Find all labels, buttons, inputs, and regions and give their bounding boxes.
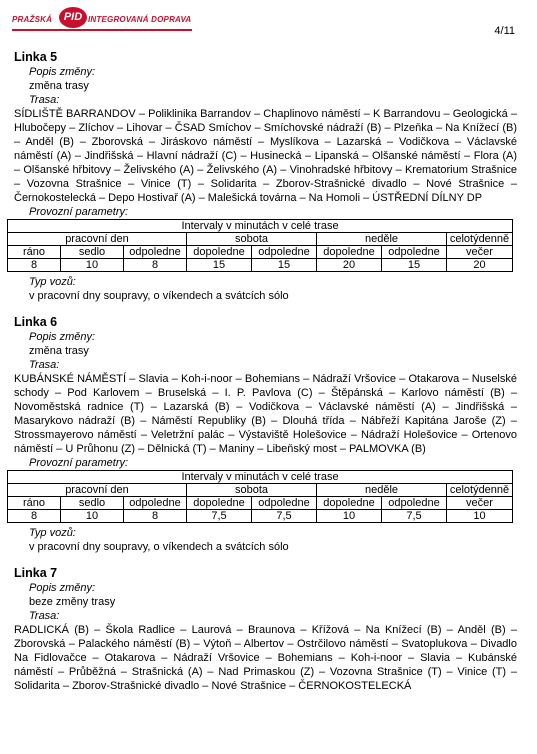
change-label: Popis změny: (29, 331, 96, 343)
change-value: změna trasy (29, 345, 89, 357)
vehicle-label: Typ vozů: (29, 276, 76, 288)
table-caption: Intervaly v minutách v celé trase (8, 220, 513, 233)
line-section-7 (14, 566, 517, 693)
route-text: RADLICKÁ (B) – Škola Radlice – Laurová – Braunova – Křížová – Na Knížecí (B) – Anděl (B) – Zborovská – Palackého náměstí (B) – Výtoň – Albertov – Ostrčilovo náměstí – Svatoplukova – Divadlo Na Fidlovačce – Otakarova – Nádraží Vršovice – Bohemians – Koh-i-noor – Slavia – Kubánské náměstí – Průběžná – Strašnická (A) – Nad Primaskou (Z) – Vozovna Strašnice (T) – Vinice (T) – Solidarita – Zborov-Strašnické divadlo – Nové Strašnice – ČERNOKOSTELECKÁ (14, 624, 517, 692)
change-value: beze změny trasy (29, 596, 116, 608)
interval-cell: 8 (124, 510, 187, 523)
route-text: KUBÁNSKÉ NÁMĚSTÍ – Slavia – Koh-i-noor – Bohemians – Nádraží Vršovice – Otakarova – Nuselské schody – Pod Karlovem – Bruselská – I. P. Pavlova (C) – Štěpánská – Karlovo náměstí (B) – Novoměstská radnice (T) – Lazarská (B) – Vodičkova – Václavské náměstí (A) – Jindřišská – Masarykovo nádraží (B) – Náměstí Republiky (B) – Dlouhá třída – Nábřeží Kapitána Jaroše (Z) – Strossmayerovo náměstí – Veletržní palác – Výstaviště Holešovice – Nádraží Holešovice – Ortenovo náměstí – U Průhonu (Z) – Dělnická (T) – Maniny – Libeňský most – PALMOVKA (B) (14, 373, 517, 455)
header-morning: ráno (8, 246, 61, 259)
route-label: Trasa: (29, 610, 60, 622)
header-afternoon: odpoledne (382, 497, 447, 510)
logo-underline (12, 29, 192, 31)
interval-cell: 10 (61, 259, 124, 272)
header-sunday: neděle (317, 484, 447, 497)
header-afternoon: odpoledne (252, 497, 317, 510)
table-row (8, 259, 513, 272)
interval-cell: 10 (61, 510, 124, 523)
header-all-week: celotýdenně (447, 484, 513, 497)
table-caption: Intervaly v minutách v celé trase (8, 471, 513, 484)
interval-cell: 20 (317, 259, 382, 272)
header-peak: sedlo (61, 497, 124, 510)
header-morning: ráno (8, 497, 61, 510)
header-afternoon: odpoledne (252, 246, 317, 259)
header-evening: večer (447, 246, 513, 259)
route-label: Trasa: (29, 359, 60, 371)
header-evening: večer (447, 497, 513, 510)
logo-text-left: PRAŽSKÁ (12, 15, 53, 24)
vehicle-label: Typ vozů: (29, 527, 76, 539)
params-label: Provozní parametry: (29, 206, 129, 218)
line-title: Linka 7 (14, 566, 58, 580)
header-afternoon: odpoledne (124, 246, 187, 259)
table-row (8, 510, 513, 523)
interval-cell: 8 (8, 510, 61, 523)
header-forenoon: dopoledne (187, 246, 252, 259)
header-forenoon: dopoledne (317, 497, 382, 510)
interval-cell: 7,5 (252, 510, 317, 523)
header-forenoon: dopoledne (317, 246, 382, 259)
interval-cell: 10 (317, 510, 382, 523)
header-all-week: celotýdenně (447, 233, 513, 246)
header-afternoon: odpoledne (382, 246, 447, 259)
line-title: Linka 5 (14, 50, 58, 64)
params-label: Provozní parametry: (29, 457, 129, 469)
interval-cell: 8 (124, 259, 187, 272)
route-text: SÍDLIŠTĚ BARRANDOV – Poliklinika Barrandov – Chaplinovo náměstí – K Barrandovu – Geologická – Hlubočepy – Zlíchov – Lihovar – ČSAD Smíchov – Smíchovské nádraží (B) – Plzeňka – Na Knížecí (B) – Anděl (B) – Zborovská – Jiráskovo náměstí – Myslíkova – Lazarská – Vodičkova – Václavské náměstí (A) – Jindřišská – Hlavní nádraží (C) – Husinecká – Lipanská – Olšanské náměstí – Flora (A) – Olšanské hřbitovy – Želivského (A) – Želivského (A) – Vinohradské hřbitovy – Krematorium Strašnice – Vozovna Strašnice – Vinice (T) – Solidarita – Zborov-Strašnické divadlo – Nové Strašnice – Černokostelecká – Depo Hostivař (A) – Malešická továrna – Na Homoli – ÚSTŘEDNÍ DÍLNY DP (14, 108, 517, 204)
header-sunday: neděle (317, 233, 447, 246)
interval-cell: 15 (382, 259, 447, 272)
header-weekday: pracovní den (8, 484, 187, 497)
interval-cell: 10 (447, 510, 513, 523)
interval-cell: 15 (252, 259, 317, 272)
change-value: změna trasy (29, 80, 89, 92)
route-label: Trasa: (29, 94, 60, 106)
pid-logo (12, 6, 212, 30)
header-afternoon: odpoledne (124, 497, 187, 510)
interval-cell: 7,5 (382, 510, 447, 523)
interval-cell: 15 (187, 259, 252, 272)
header-saturday: sobota (187, 233, 317, 246)
interval-cell: 20 (447, 259, 513, 272)
change-label: Popis změny: (29, 582, 96, 594)
line-title: Linka 6 (14, 315, 58, 329)
interval-cell: 8 (8, 259, 61, 272)
page-number: 4/11 (494, 25, 515, 37)
logo-text-right: INTEGROVANÁ DOPRAVA (88, 15, 192, 24)
pid-logo-icon: PID (59, 7, 87, 28)
document-body (14, 50, 517, 693)
header-peak: sedlo (61, 246, 124, 259)
header-forenoon: dopoledne (187, 497, 252, 510)
header-saturday: sobota (187, 484, 317, 497)
line-section-6 (14, 315, 517, 554)
vehicle-value: v pracovní dny soupravy, o víkendech a svátcích sólo (29, 290, 289, 302)
interval-table (7, 219, 513, 272)
line-section-5 (14, 50, 517, 303)
vehicle-value: v pracovní dny soupravy, o víkendech a svátcích sólo (29, 541, 289, 553)
change-label: Popis změny: (29, 66, 96, 78)
interval-table (7, 470, 513, 523)
interval-cell: 7,5 (187, 510, 252, 523)
header-weekday: pracovní den (8, 233, 187, 246)
